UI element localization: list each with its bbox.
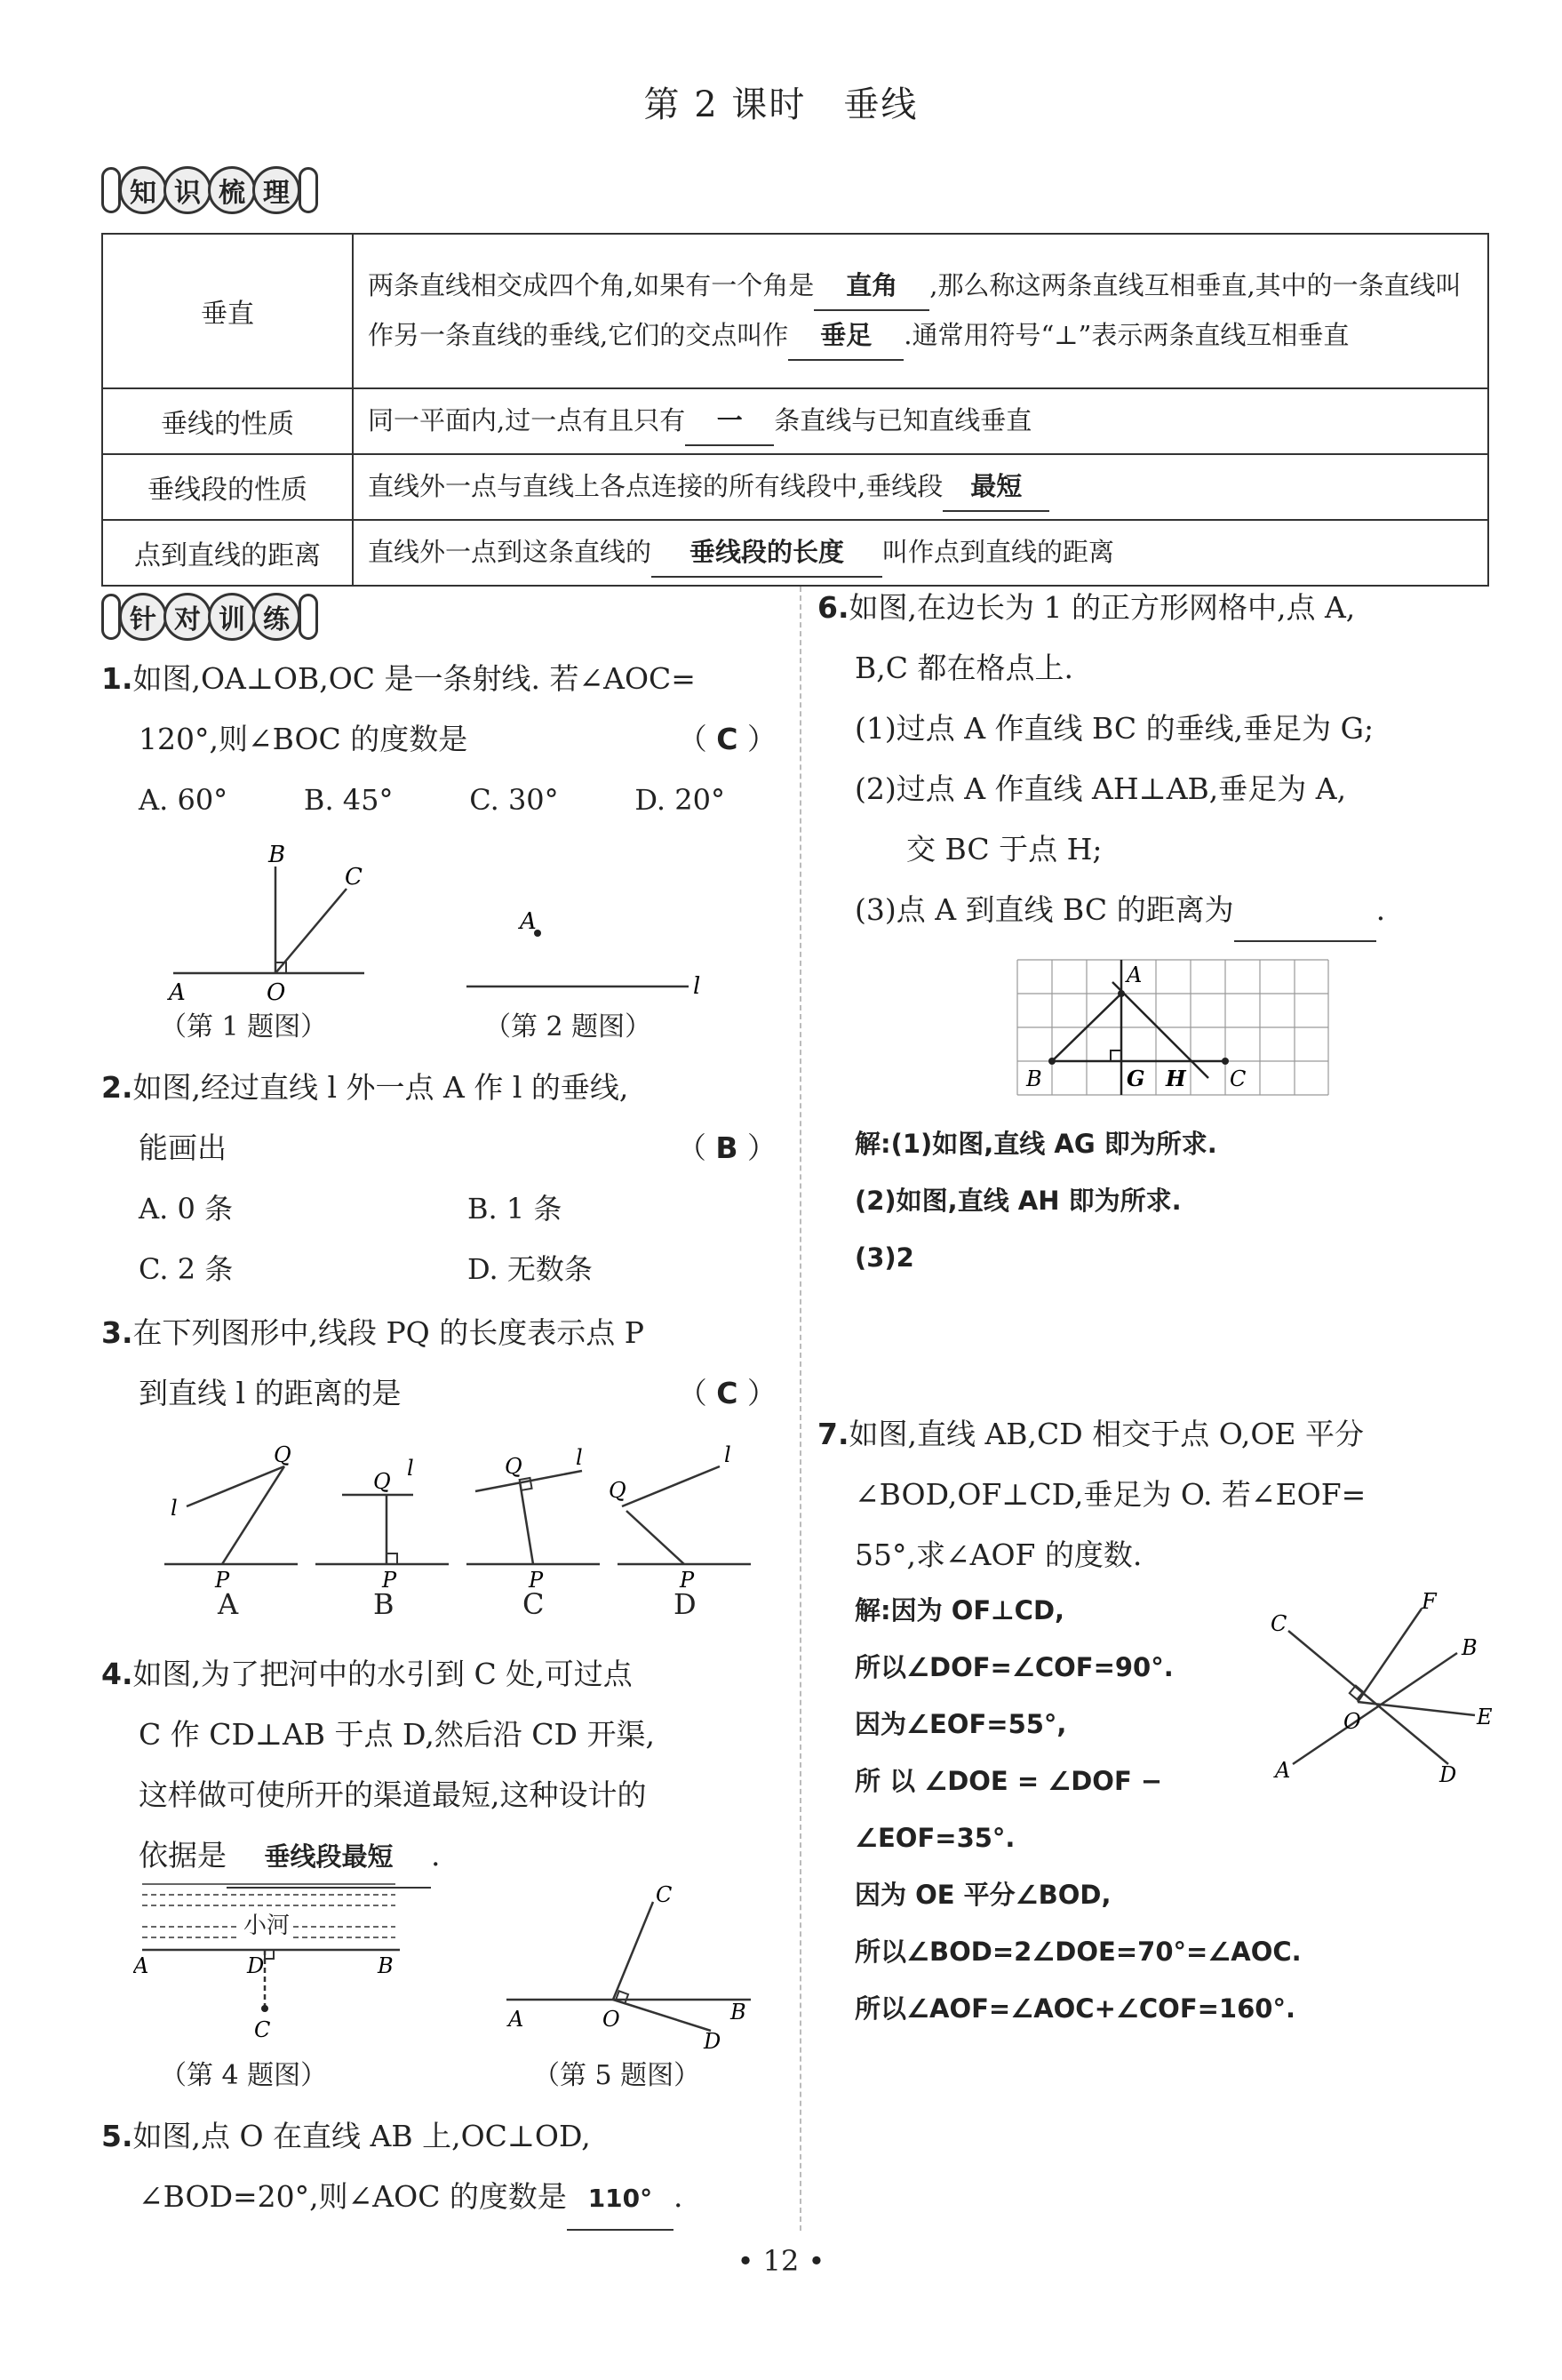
right-angle-mark: [616, 1991, 628, 2003]
label-f: F: [1422, 1591, 1437, 1614]
answer-choice: C: [716, 1376, 738, 1410]
label-a: A: [1275, 1758, 1291, 1783]
row-content: [353, 234, 1488, 388]
label-b: B: [378, 1953, 394, 1978]
point-a: [1118, 990, 1125, 997]
figure-3: [160, 1431, 764, 1609]
figure-7: [1244, 1591, 1510, 1795]
svg-text:l: l: [407, 1456, 414, 1481]
label-d: D: [247, 1953, 265, 1978]
badge-char: 对: [163, 593, 211, 641]
question-number: 5.: [101, 2119, 133, 2153]
solution-line: 因为 OE 平分∠BOD,: [855, 1880, 1112, 1910]
question-number: 4.: [101, 1657, 133, 1691]
river-label: 小河: [240, 1907, 293, 1940]
label-l: l: [693, 973, 701, 1000]
row-head: 垂线的性质: [102, 388, 353, 454]
badge-char: 识: [163, 166, 211, 214]
figure-3a: [164, 1442, 298, 1593]
option-a: A. 0 条: [139, 1192, 233, 1226]
solution-line: 所以∠DOF=∠COF=90°.: [855, 1652, 1174, 1682]
option-a: A. 60°: [139, 783, 228, 817]
question-6: 6.如图,在边长为 1 的正方形网格中,点 A, B,C 都在格点上. (1)过点 A 作直线 BC 的垂线,垂足为 G; (2)过点 A 作直线 AH⊥AB,垂足为 A, 交 BC 于点 H; (3)点 A 到直线 BC 的距离为 .: [817, 578, 1493, 942]
figure-3d: [609, 1442, 751, 1593]
text: ,那么称这两条直线互相垂直,其中的一条直线叫作另一条直线的垂线,它们的交点叫作: [368, 270, 1462, 350]
label-b: B: [1026, 1066, 1042, 1091]
question-2: 2.如图,经过直线 l 外一点 A 作 l 的垂线, 能画出 （ B ） A. 0 条 B. 1 条 C. 2 条 D. 无数条: [101, 1058, 777, 1299]
solution-line: 解:因为 OF⊥CD,: [855, 1595, 1065, 1625]
badge-left-cap: [101, 594, 121, 640]
ray-of: [1358, 1609, 1422, 1702]
text: 条直线与已知直线垂直: [774, 405, 1032, 435]
question-text: C 作 CD⊥AB 于点 D,然后沿 CD 开渠,: [139, 1717, 655, 1752]
right-angle-mark: [265, 1950, 274, 1959]
svg-text:P: P: [529, 1568, 544, 1593]
knowledge-table: [101, 233, 1489, 587]
svg-text:Q: Q: [373, 1469, 391, 1494]
fig-label-d: D: [673, 1587, 697, 1621]
option-d: D. 无数条: [467, 1252, 593, 1286]
badge-char: 梳: [208, 166, 256, 214]
question-5: 5.如图,点 O 在直线 AB 上,OC⊥OD, ∠BOD=20°,则∠AOC 的度数是 110° .: [101, 2106, 777, 2231]
label-a: A: [133, 1953, 149, 1978]
svg-text:P: P: [215, 1568, 230, 1593]
fig-label-c: C: [522, 1587, 545, 1621]
row-head: 点到直线的距离: [102, 520, 353, 586]
option-d: D. 20°: [634, 783, 725, 817]
svg-text:l: l: [724, 1442, 731, 1467]
question-text: 如图,经过直线 l 外一点 A 作 l 的垂线,: [132, 1070, 629, 1105]
label-b: B: [1462, 1635, 1478, 1660]
line-ah: [1112, 982, 1208, 1078]
label-a: A: [1127, 962, 1143, 987]
page-title: 第 2 课时 垂线: [643, 84, 919, 125]
figure-3b: [315, 1456, 449, 1593]
svg-text:l: l: [171, 1496, 178, 1521]
solution-line: 所以∠BOD=2∠DOE=70°=∠AOC.: [855, 1937, 1302, 1967]
badge-left-cap: [101, 167, 121, 213]
question-number: 6.: [817, 590, 849, 625]
answer-blank: 垂足: [788, 311, 904, 361]
text: 两条直线相交成四个角,如果有一个角是: [368, 270, 815, 300]
badge-char: 练: [252, 593, 300, 641]
badge-right-cap: [299, 594, 318, 640]
row-content: [353, 454, 1488, 520]
section-badge-knowledge: [101, 165, 318, 215]
ray-oc: [275, 889, 347, 973]
label-o: O: [267, 979, 286, 1004]
answer-blank: 直角: [814, 261, 929, 311]
column-divider: [800, 587, 801, 2231]
text: 叫作点到直线的距离: [882, 537, 1115, 567]
text: 同一平面内,过一点有且只有: [368, 405, 686, 435]
svg-text:Q: Q: [609, 1478, 626, 1503]
solution-line: (2)如图,直线 AH 即为所求.: [855, 1186, 1182, 1216]
solution-6: [855, 1115, 1477, 1286]
answer-blank: 一: [685, 396, 774, 446]
solution-line: 所以∠AOF=∠AOC+∠COF=160°.: [855, 1993, 1295, 2024]
point-b: [1048, 1058, 1056, 1065]
figure-4-caption: （第 4 题图）: [160, 2060, 328, 2091]
table-row: [102, 234, 1488, 388]
figure-2-caption: （第 2 题图）: [484, 1011, 652, 1042]
row-head: 垂线段的性质: [102, 454, 353, 520]
figure-4: [133, 1875, 418, 2053]
label-c: C: [254, 2017, 271, 2042]
right-angle-mark: [1111, 1050, 1121, 1061]
answer-choice: C: [716, 722, 738, 756]
question-text: 交 BC 于点 H;: [906, 832, 1103, 867]
row-content: [353, 388, 1488, 454]
point-c: [261, 2005, 268, 2012]
question-text: 如图,直线 AB,CD 相交于点 O,OE 平分: [849, 1417, 1364, 1451]
svg-text:P: P: [382, 1568, 397, 1593]
question-text: B,C 都在格点上.: [855, 651, 1073, 685]
table-row: [102, 520, 1488, 586]
label-c: C: [1230, 1066, 1247, 1091]
fig-label-a: A: [218, 1587, 239, 1621]
text: .通常用符号“⊥”表示两条直线互相垂直: [904, 320, 1350, 350]
point-c: [1222, 1058, 1229, 1065]
figure-2: [453, 898, 720, 1013]
svg-text:P: P: [680, 1568, 695, 1593]
question-text: 如图,在边长为 1 的正方形网格中,点 A,: [849, 590, 1356, 625]
question-number: 3.: [101, 1315, 133, 1350]
question-1: 1.如图,OA⊥OB,OC 是一条射线. 若∠AOC= 120°,则∠BOC 的度数是 （ C ） A. 60° B. 45° C. 30° D. 20°: [101, 649, 777, 830]
section-badge-practice: [101, 592, 318, 642]
label-a: A: [169, 979, 186, 1004]
question-text: 120°,则∠BOC 的度数是: [139, 722, 468, 756]
solution-line: 所 以 ∠DOE = ∠DOF −: [855, 1766, 1163, 1796]
option-c: C. 30°: [469, 783, 559, 817]
figure-3-labels: [160, 1587, 764, 1623]
label-e: E: [1477, 1705, 1493, 1729]
question-text: 在下列图形中,线段 PQ 的长度表示点 P: [132, 1315, 644, 1350]
page-number: • 12 •: [737, 2244, 825, 2278]
question-text: 依据是: [139, 1838, 227, 1873]
question-text: 如图,OA⊥OB,OC 是一条射线. 若∠AOC=: [132, 661, 696, 696]
question-3: 3.在下列图形中,线段 PQ 的长度表示点 P 到直线 l 的距离的是 （ C ）: [101, 1315, 777, 1410]
label-b: B: [268, 842, 286, 868]
label-b: B: [730, 2000, 746, 2025]
question-text: 能画出: [139, 1130, 227, 1165]
question-text: (2)过点 A 作直线 AH⊥AB,垂足为 A,: [855, 771, 1347, 806]
label-o: O: [1343, 1709, 1361, 1734]
badge-right-cap: [299, 167, 318, 213]
question-7: [817, 1404, 1493, 1585]
question-text: (1)过点 A 作直线 BC 的垂线,垂足为 G;: [855, 711, 1375, 746]
figure-3c: [466, 1445, 600, 1593]
svg-text:l: l: [576, 1445, 583, 1470]
label-c: C: [1271, 1611, 1287, 1636]
figure-1-caption: （第 1 题图）: [160, 1011, 328, 1042]
answer-blank: [1234, 880, 1376, 942]
badge-char: 针: [119, 593, 167, 641]
answer-blank: 垂线段最短: [227, 1826, 431, 1889]
badge-char: 理: [252, 166, 300, 214]
solution-line: (3)2: [855, 1242, 914, 1273]
label-g: G: [1127, 1066, 1145, 1091]
figure-1: [160, 835, 391, 1004]
label-c: C: [345, 864, 363, 891]
option-c: C. 2 条: [139, 1252, 234, 1286]
option-b: B. 1 条: [467, 1192, 562, 1226]
question-text: (3)点 A 到直线 BC 的距离为: [855, 892, 1234, 927]
question-text: 55°,求∠AOF 的度数.: [855, 1537, 1143, 1572]
answer-blank: 110°: [567, 2168, 673, 2231]
solution-line: ∠EOF=35°.: [855, 1823, 1016, 1853]
ray-od: [613, 2000, 711, 2031]
question-text: 这样做可使所开的渠道最短,这种设计的: [139, 1777, 647, 1812]
label-h: H: [1166, 1066, 1186, 1091]
question-text: 如图,为了把河中的水引到 C 处,可过点: [132, 1657, 633, 1691]
question-text: ∠BOD=20°,则∠AOC 的度数是: [139, 2179, 567, 2214]
line-cd: [1288, 1631, 1448, 1764]
text: 直线外一点到这条直线的: [368, 537, 652, 567]
label-a: A: [520, 908, 537, 935]
badge-char: 训: [208, 593, 256, 641]
label-a: A: [508, 2007, 524, 2032]
line-ab: [1293, 1653, 1457, 1764]
solution-line: 解:(1)如图,直线 AG 即为所求.: [855, 1129, 1217, 1159]
answer-choice: B: [715, 1130, 738, 1165]
question-text: 如图,点 O 在直线 AB 上,OC⊥OD,: [132, 2119, 591, 2153]
label-d: D: [704, 2029, 721, 2053]
figure-5: [498, 1884, 764, 2053]
figure-6-grid: [1013, 955, 1342, 1111]
question-text: ∠BOD,OF⊥CD,垂足为 O. 若∠EOF=: [855, 1477, 1367, 1512]
figure-5-caption: （第 5 题图）: [533, 2060, 701, 2091]
question-text: 到直线 l 的距离的是: [139, 1376, 402, 1410]
fig-label-b: B: [373, 1587, 394, 1621]
svg-text:Q: Q: [505, 1454, 522, 1479]
answer-blank: 最短: [943, 462, 1049, 512]
row-head: 垂直: [102, 234, 353, 388]
text: 直线外一点与直线上各点连接的所有线段中,垂线段: [368, 471, 944, 501]
badge-char: 知: [119, 166, 167, 214]
label-d: D: [1439, 1762, 1457, 1787]
label-c: C: [656, 1884, 673, 1907]
solution-line: 因为∠EOF=55°,: [855, 1709, 1067, 1739]
question-number: 1.: [101, 661, 133, 696]
table-row: [102, 454, 1488, 520]
option-b: B. 45°: [303, 783, 394, 817]
answer-blank: 垂线段的长度: [651, 528, 882, 578]
row-content: [353, 520, 1488, 586]
question-number: 2.: [101, 1070, 133, 1105]
question-4: 4.如图,为了把河中的水引到 C 处,可过点 C 作 CD⊥AB 于点 D,然后沿 CD 开渠, 这样做可使所开的渠道最短,这种设计的 依据是 垂线段最短 .: [101, 1644, 777, 1889]
question-number: 7.: [817, 1417, 849, 1451]
table-row: [102, 388, 1488, 454]
ray-oc: [613, 1902, 653, 2000]
svg-text:Q: Q: [274, 1442, 291, 1467]
label-o: O: [602, 2007, 620, 2032]
